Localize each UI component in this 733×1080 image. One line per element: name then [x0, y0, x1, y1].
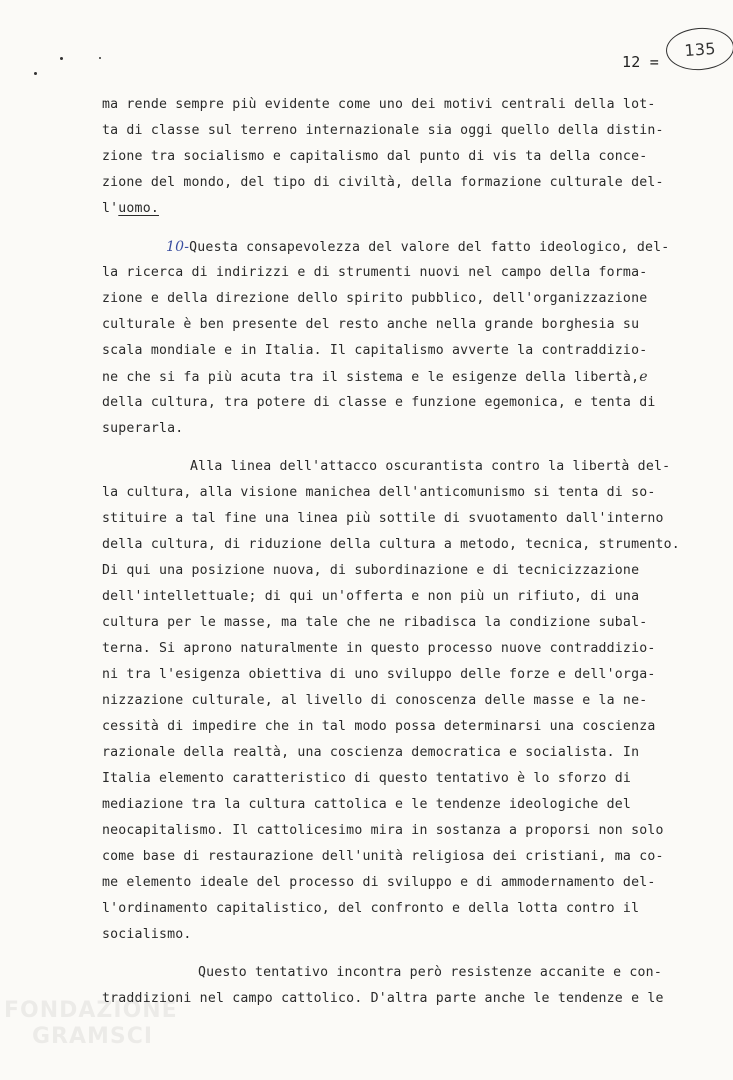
text-line: zione e della direzione dello spirito pubblico, dell'organizzazione [102, 291, 648, 306]
text-line: nizzazione culturale, al livello di conoscenza delle masse e la ne- [102, 693, 648, 708]
text-line: me elemento ideale del processo di sviluppo e di ammodernamento del- [102, 875, 656, 890]
scan-speck [99, 57, 101, 59]
archive-stamp [665, 26, 733, 73]
text-line: culturale è ben presente del resto anche nella grande borghesia su [102, 317, 640, 332]
text-line: razionale della realtà, una coscienza democratica e socialista. In [102, 745, 640, 760]
text-line [102, 234, 727, 260]
text-line: scala mondiale e in Italia. Il capitalismo avverte la contraddizio- [102, 343, 648, 358]
handwritten-insertion: e [639, 369, 648, 385]
paragraph-2 [102, 234, 727, 442]
text-line: Di qui una posizione nuova, di subordinazione e di tecnicizzazione [102, 563, 640, 578]
typed-text [102, 92, 727, 1012]
text-line: ta di classe sul terreno internazionale sia oggi quello della distin- [102, 123, 664, 138]
stamp-number: 135 [683, 38, 717, 60]
text-line: come base di restaurazione dell'unità religiosa dei cristiani, ma co- [102, 849, 664, 864]
text-line: Questo tentativo incontra però resistenze accanite e con- [198, 965, 662, 980]
scan-speck [34, 72, 37, 75]
text-line: cultura per le masse, ma tale che ne ribadisca la condizione subal- [102, 615, 648, 630]
text-line: ni tra l'esigenza obiettiva di uno sviluppo delle forze e dell'orga- [102, 667, 656, 682]
text-line: Alla linea dell'attacco oscurantista contro la libertà del- [190, 459, 671, 474]
paragraph-1 [102, 92, 727, 222]
text-line [102, 196, 727, 222]
paragraph-3 [102, 454, 727, 948]
underlined-word: uomo. [118, 201, 159, 216]
text-line: la cultura, alla visione manichea dell'anticomunismo si tenta di so- [102, 485, 656, 500]
watermark-line: FONDAZIONE [4, 998, 178, 1023]
text-line: la ricerca di indirizzi e di strumenti nuovi nel campo della forma- [102, 265, 648, 280]
text-fragment: Questa consapevolezza del valore del fatto ideologico, del- [189, 240, 670, 255]
text-line: Italia elemento caratteristico di questo tentativo è lo sforzo di [102, 771, 632, 786]
text-line: mediazione tra la cultura cattolica e le tendenze ideologiche del [102, 797, 632, 812]
text-line: della cultura, tra potere di classe e funzione egemonica, e tenta di [102, 395, 656, 410]
handwritten-margin-note: 10- [166, 239, 190, 255]
text-line: zione tra socialismo e capitalismo dal punto di vis ta della conce- [102, 149, 648, 164]
text-line: socialismo. [102, 927, 192, 942]
text-line: traddizioni nel campo cattolico. D'altra parte anche le tendenze e le [102, 991, 664, 1006]
text-line: superarla. [102, 421, 184, 436]
text-line [102, 364, 727, 390]
scan-speck [60, 57, 63, 60]
paragraph-4 [102, 960, 727, 1012]
text-line: terna. Si aprono naturalmente in questo processo nuove contraddizio- [102, 641, 656, 656]
text-line: cessità di impedire che in tal modo possa determinarsi una coscienza [102, 719, 656, 734]
text-line: l'ordinamento capitalistico, del confronto e della lotta contro il [102, 901, 640, 916]
watermark-logo [4, 998, 178, 1050]
watermark-line: GRAMSCI [32, 1024, 154, 1049]
text-fragment: l' [102, 201, 119, 216]
text-line: dell'intellettuale; di qui un'offerta e non più un rifiuto, di una [102, 589, 640, 604]
text-line: zione del mondo, del tipo di civiltà, della formazione culturale del- [102, 175, 664, 190]
text-line: della cultura, di riduzione della cultura a metodo, tecnica, strumento. [102, 537, 680, 552]
text-line: neocapitalismo. Il cattolicesimo mira in sostanza a proporsi non solo [102, 823, 664, 838]
text-line: ma rende sempre più evidente come uno dei motivi centrali della lot- [102, 97, 656, 112]
text-line: stituire a tal fine una linea più sottile di svuotamento dall'interno [102, 511, 664, 526]
page-number: 12 = [622, 53, 659, 71]
text-fragment: ne che si fa più acuta tra il sistema e le esigenze della libertà, [102, 370, 640, 385]
